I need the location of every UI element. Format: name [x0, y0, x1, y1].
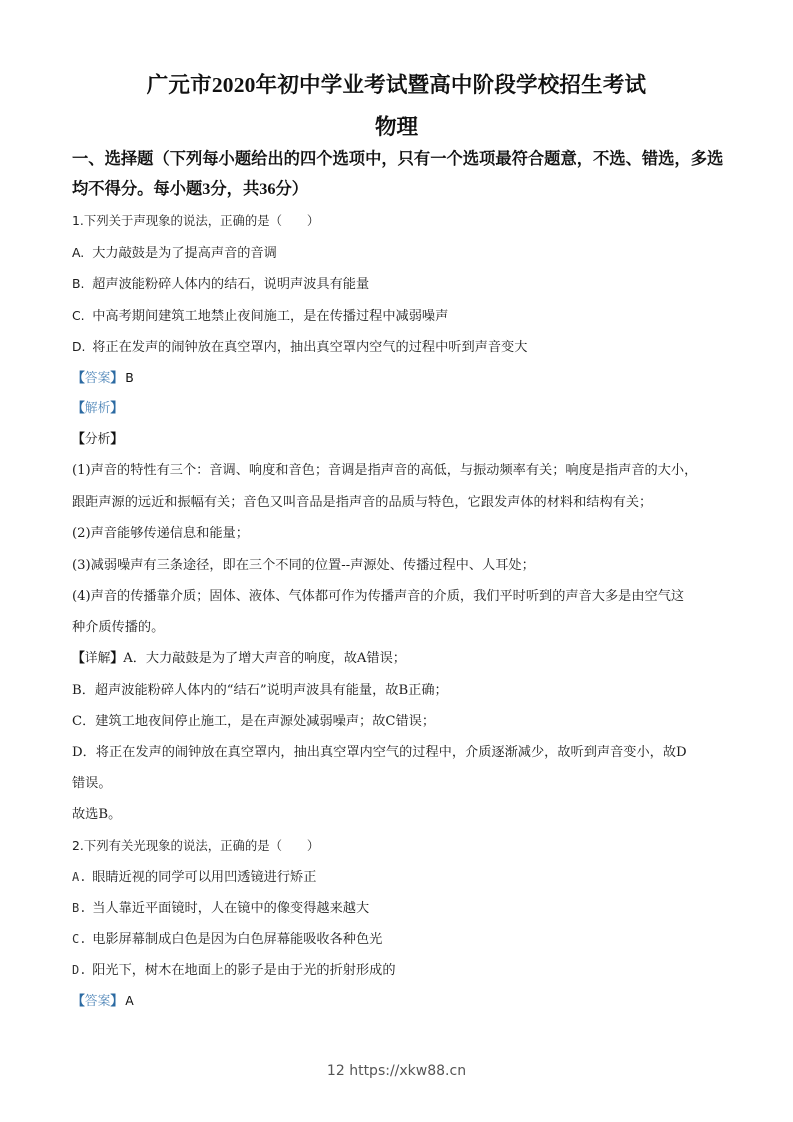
question-2-option-b — [72, 899, 732, 918]
section-header-line-1: 一、选择题（下列每小题给出的四个选项中，只有一个选项最符合题意，不选、错选，多选 — [72, 149, 724, 168]
breakdown-line: (2)声音能够传递信息和能量； — [72, 526, 249, 541]
question-1-option-d — [72, 338, 732, 357]
option-text: 超声波能粉碎人体内的结石，说明声波具有能量 — [92, 277, 370, 292]
section-header-line-2: 均不得分。每小题3分，共36分） — [72, 179, 309, 198]
question-2-option-d — [72, 961, 732, 980]
answer-tag: 【答案】 — [72, 994, 124, 1009]
detail-line: C．建筑工地夜间停止施工，是在声源处减弱噪声；故C错误； — [72, 714, 436, 729]
option-text: 大力敲鼓是为了提高声音的音调 — [92, 246, 277, 261]
analysis-tag: 【解析】 — [72, 401, 124, 416]
exam-title: 广元市2020年初中学业考试暨高中阶段学校招生考试 — [146, 73, 647, 97]
option-text: 电影屏幕制成白色是因为白色屏幕能吸收各种色光 — [92, 932, 383, 947]
question-1-analysis-heading — [72, 400, 732, 418]
option-letter: B. — [72, 276, 85, 291]
question-1-option-c — [72, 307, 732, 326]
option-letter: A. — [72, 245, 85, 260]
detail-line-first: 【详解】A．大力敲鼓是为了增大声音的响度，故A错误； — [72, 651, 406, 666]
answer-value: A — [125, 993, 134, 1008]
option-letter: D. — [72, 339, 86, 354]
page-footer — [0, 1063, 793, 1079]
breakdown-line: (3)减弱噪声有三条途径，即在三个不同的位置--声源处、传播过程中、人耳处； — [72, 558, 535, 573]
option-letter: B. — [72, 901, 87, 915]
footer-url[interactable]: https://xkw88.cn — [349, 1063, 467, 1079]
question-1-breakdown-heading — [72, 431, 732, 449]
option-text: 阳光下，树木在地面上的影子是由于光的折射形成的 — [92, 963, 396, 978]
detail-line: B．超声波能粉碎人体内的“结石”说明声波具有能量，故B正确； — [72, 683, 448, 698]
option-text: 眼睛近视的同学可以用凹透镜进行矫正 — [92, 870, 317, 885]
option-letter: A. — [72, 870, 87, 884]
breakdown-tag: 【分析】 — [72, 432, 124, 447]
breakdown-line: 种介质传播的。 — [72, 620, 165, 635]
question-1-stem: 1.下列关于声现象的说法，正确的是（ ） — [72, 213, 320, 228]
option-text: 将正在发声的闹钟放在真空罩内，抽出真空罩内空气的过程中听到声音变大 — [92, 340, 528, 355]
question-1-option-a — [72, 244, 732, 263]
question-2-option-c — [72, 930, 732, 949]
detail-line-conclusion: 故选B。 — [72, 807, 122, 822]
option-letter: C. — [72, 932, 87, 946]
question-1-answer — [72, 369, 732, 388]
breakdown-line: (1)声音的特性有三个：音调、响度和音色；音调是指声音的高低，与振动频率有关；响度是指声音的大小， — [72, 463, 698, 478]
detail-line: D．将正在发声的闹钟放在真空罩内，抽出真空罩内空气的过程中，介质逐渐减少，故听到声音变小，故D — [72, 745, 687, 760]
question-2-stem: 2.下列有关光现象的说法，正确的是（ ） — [72, 838, 320, 853]
subject-title: 物理 — [374, 115, 418, 139]
question-2-option-a — [72, 868, 732, 887]
detail-tag: 【详解】 — [72, 651, 124, 666]
answer-tag: 【答案】 — [72, 371, 124, 386]
question-1-option-b — [72, 275, 732, 294]
option-text: 当人靠近平面镜时，人在镜中的像变得越来越大 — [92, 901, 370, 916]
breakdown-line: (4)声音的传播靠介质；固体、液体、气体都可作为传播声音的介质，我们平时听到的声音大多是由空气这 — [72, 589, 685, 604]
page-number: 12 — [326, 1063, 345, 1079]
answer-value: B — [125, 370, 134, 385]
question-2-answer — [72, 992, 732, 1011]
breakdown-line: 跟距声源的远近和振幅有关；音色又叫音品是指声音的品质与特色，它跟发声体的材料和结构有关； — [72, 495, 653, 510]
option-text: 中高考期间建筑工地禁止夜间施工，是在传播过程中减弱噪声 — [92, 309, 449, 324]
option-letter: D. — [72, 963, 87, 977]
detail-line: 错误。 — [72, 776, 112, 791]
option-letter: C. — [72, 308, 85, 323]
